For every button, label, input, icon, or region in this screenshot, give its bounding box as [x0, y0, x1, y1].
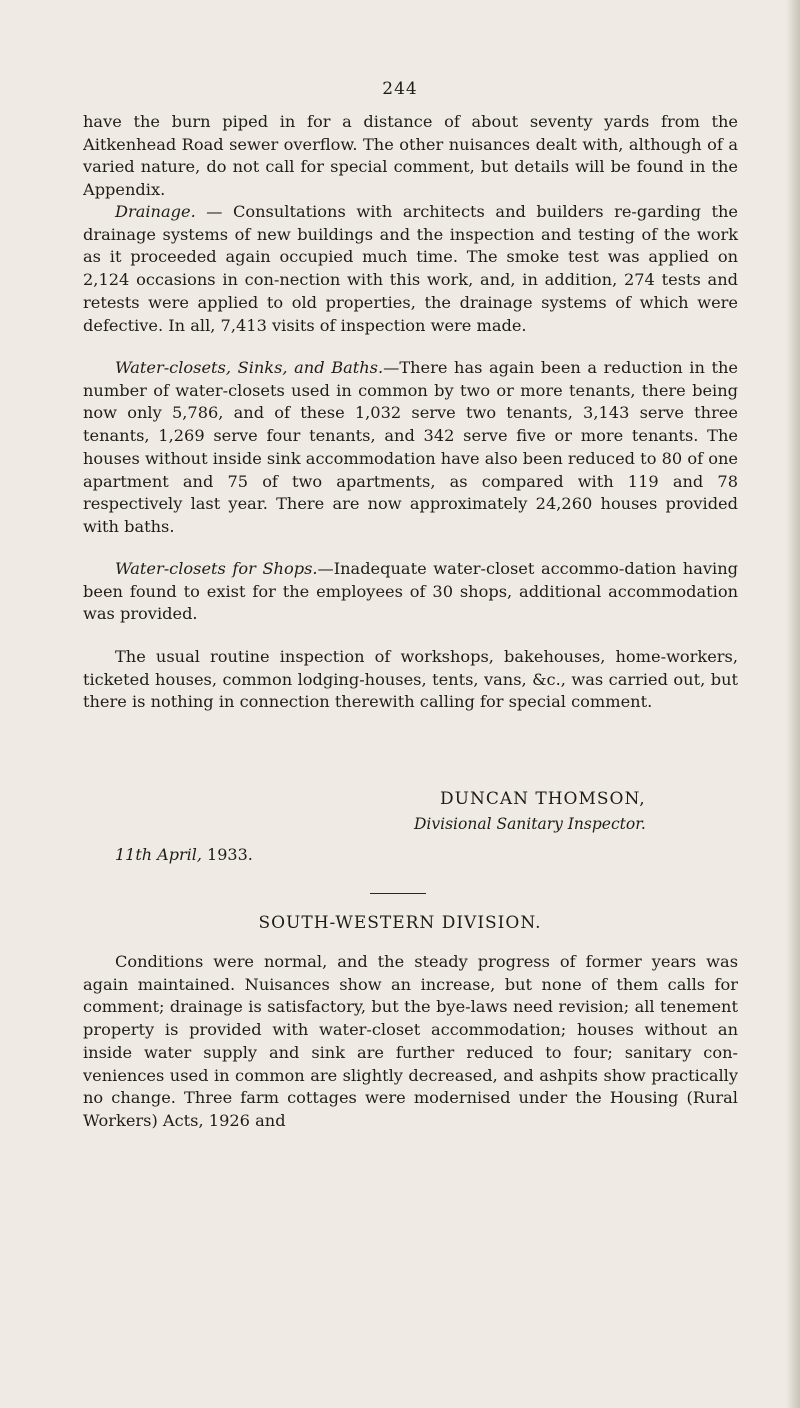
paragraph-shops: [83, 558, 738, 626]
date-line: [115, 845, 253, 864]
page-edge: [786, 0, 800, 1408]
section-divider: [370, 893, 426, 894]
date-day-month: 11th April,: [115, 845, 202, 864]
drainage-heading: Drainage.: [115, 202, 196, 221]
signature-name: DUNCAN THOMSON,: [440, 789, 646, 809]
signature-title: Divisional Sanitary Inspector.: [414, 815, 646, 833]
shops-text: —Inadequate water-closet accommo-dation having been found to exist for the employees of 30 shops, additional accommodation was provided.: [83, 559, 738, 624]
section-heading: SOUTH-WESTERN DIVISION.: [258, 913, 542, 933]
paragraph-routine: The usual routine inspection of workshops, bakehouses, home-workers, ticketed houses, common lodging-houses, tents, vans, &c., was carried out, but there is nothing in connection therewith calling for special comment.: [83, 647, 738, 712]
date-year: 1933.: [207, 845, 253, 864]
paragraph-south-western: Conditions were normal, and the steady progress of former years was again maintained. Nuisances show an increase, but none of them calls for comment; drainage is satisfactory, but the bye-laws need revision; all tenement property is provided with water-closet accommodation; houses without an inside water supply and sink are further reduced to four; sanitary con-veniences used in common are slightly decreased, and ashpits show practically no change. Three farm cottages were modernised under the Housing (Rural Workers) Acts, 1926 and: [83, 952, 738, 1130]
page-number: 244: [382, 79, 418, 99]
paragraph-water-closets: [83, 357, 738, 539]
drainage-text: — Consultations with architects and builders re-garding the drainage systems of new buildings and the inspection and testing of the work as it proceeded again occupied much time. The smoke test was applied on 2,124 occasions in con-nection with this work, and, in addition, 274 tests and retests were applied to old properties, the drainage systems of which were defective. In all, 7,413 visits of inspection were made.: [83, 202, 738, 335]
water-closets-heading: Water-closets, Sinks, and Baths.: [115, 358, 384, 377]
paragraph-continuation: have the burn piped in for a distance of about seventy yards from the Aitkenhead Road sewer overflow. The other nuisances dealt with, although of a varied nature, do not call for special comment, but details will be found in the Appendix.: [83, 112, 738, 200]
water-closets-text: —There has again been a reduction in the number of water-closets used in common by two or more tenants, there being now only 5,786, and of these 1,032 serve two tenants, 3,143 serve three tenants, 1,269 serve four tenants, and 342 serve five or more tenants. The houses without inside sink accommodation have also been reduced to 80 of one apartment and 75 of two apartments, as compared with 119 and 78 respectively last year. There are now approximately 24,260 houses provided with baths.: [83, 358, 738, 536]
shops-heading: Water-closets for Shops.: [115, 559, 318, 578]
paragraph-drainage: [83, 201, 738, 337]
